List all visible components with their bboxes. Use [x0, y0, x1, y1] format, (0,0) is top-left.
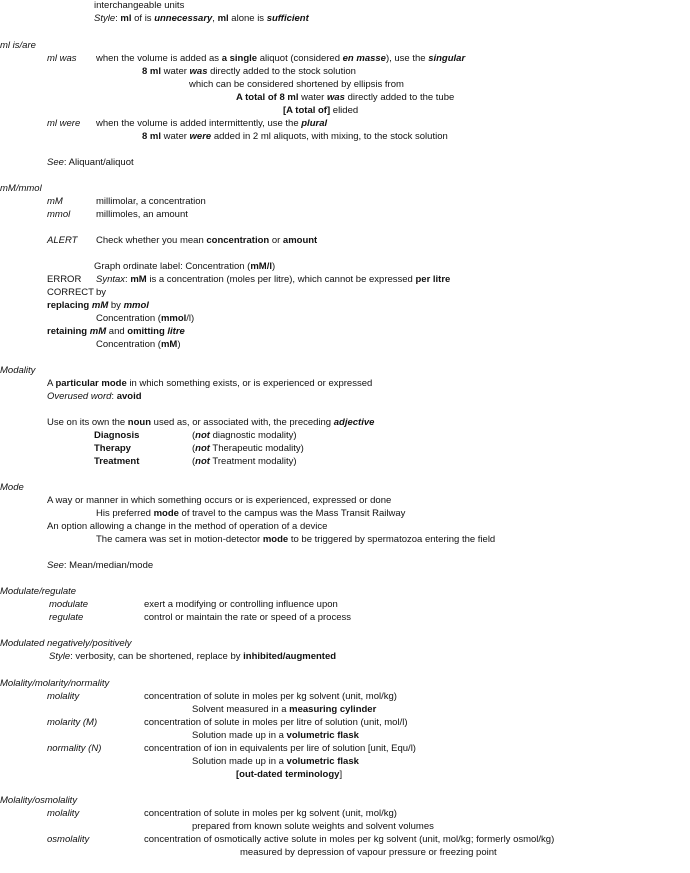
text-line: The camera was set in motion-detector mode to be triggered by spermatozoa entering the field: [96, 534, 496, 545]
text-line: concentration of solute in moles per kg solvent (unit, mol/kg): [144, 808, 397, 819]
text-line: A way or manner in which something occurs or is experienced, expressed or done: [47, 495, 392, 506]
text-line: ERROR: [47, 274, 82, 285]
text-line: Use on its own the noun used as, or associated with, the preceding adjective: [47, 417, 375, 428]
text-line: ml was: [47, 53, 77, 64]
entry-heading: Modulate/regulate: [0, 586, 77, 597]
text-line: retaining mM and omitting litre: [47, 326, 185, 337]
text-line: Therapy: [94, 443, 131, 454]
text-line: concentration of solute in moles per kg solvent (unit, mol/kg): [144, 691, 397, 702]
text-line: which can be considered shortened by ellipsis from: [189, 79, 404, 90]
text-line: by: [96, 287, 107, 298]
text-line: control or maintain the rate or speed of a process: [144, 612, 352, 623]
text-line: A total of 8 ml water was directly added to the tube: [236, 92, 455, 103]
text-line: osmolality: [47, 834, 90, 845]
text-line: molarity (M): [47, 717, 98, 728]
text-line: ml were: [47, 118, 81, 129]
text-line: See: Mean/median/mode: [47, 560, 154, 571]
text-line: replacing mM by mmol: [47, 300, 149, 311]
text-line: Concentration (mM): [96, 339, 181, 350]
text-line: measured by depression of vapour pressure or freezing point: [240, 847, 497, 858]
entry-heading: Modality: [0, 365, 36, 376]
text-line: concentration of ion in equivalents per lire of solution [unit, Equ/l): [144, 743, 416, 754]
text-line: ALERT: [47, 235, 78, 246]
text-line: millimolar, a concentration: [96, 196, 206, 207]
text-line: [A total of] elided: [283, 105, 359, 116]
text-line: 8 ml water was directly added to the stock solution: [142, 66, 356, 77]
text-line: Treatment: [94, 456, 140, 467]
text-line: An option allowing a change in the method of operation of a device: [47, 521, 328, 532]
text-line: prepared from known solute weights and solvent volumes: [192, 821, 434, 832]
text-line: Check whether you mean concentration or amount: [96, 235, 318, 246]
text-line: interchangeable units: [94, 0, 185, 11]
text-line: Style: verbosity, can be shortened, replace by inhibited/augmented: [49, 651, 337, 662]
text-line: exert a modifying or controlling influence upon: [144, 599, 338, 610]
text-line: (not Therapeutic modality): [192, 443, 304, 454]
text-line: concentration of solute in moles per litre of solution (unit, mol/l): [144, 717, 408, 728]
text-line: Syntax: mM is a concentration (moles per litre), which cannot be expressed per litre: [96, 274, 451, 285]
text-line: Diagnosis: [94, 430, 140, 441]
text-line: when the volume is added as a single aliquot (considered en masse), use the singular: [96, 53, 466, 64]
entry-heading: mM/mmol: [0, 183, 42, 194]
entry-heading: Molality/molarity/normality: [0, 678, 110, 689]
text-line: See: Aliquant/aliquot: [47, 157, 134, 168]
text-line: Style: ml of is unnecessary, ml alone is sufficient: [94, 13, 309, 24]
text-line: molality: [47, 691, 80, 702]
text-line: Concentration (mmol/l): [96, 313, 195, 324]
text-line: CORRECT: [47, 287, 94, 298]
text-line: (not Treatment modality): [192, 456, 297, 467]
text-line: [out-dated terminology]: [236, 769, 343, 780]
text-line: concentration of osmotically active solute in moles per kg solvent (unit, mol/kg; formerly osmol/kg): [144, 834, 555, 845]
entry-heading: ml is/are: [0, 40, 36, 51]
text-line: mM: [47, 196, 63, 207]
text-line: A particular mode in which something exists, or is experienced or expressed: [47, 378, 373, 389]
text-line: Solution made up in a volumetric flask: [192, 730, 359, 741]
text-line: Graph ordinate label: Concentration (mM/l): [94, 261, 276, 272]
entry-heading: Mode: [0, 482, 24, 493]
text-line: His preferred mode of travel to the campus was the Mass Transit Railway: [96, 508, 406, 519]
text-line: (not diagnostic modality): [192, 430, 297, 441]
text-line: modulate: [49, 599, 89, 610]
text-line: regulate: [49, 612, 84, 623]
text-line: molality: [47, 808, 80, 819]
text-line: millimoles, an amount: [96, 209, 188, 220]
entry-heading: Molality/osmolality: [0, 795, 78, 806]
entry-heading: Modulated negatively/positively: [0, 638, 132, 649]
text-line: normality (N): [47, 743, 102, 754]
text-line: when the volume is added intermittently, use the plural: [96, 118, 328, 129]
text-line: Solvent measured in a measuring cylinder: [192, 704, 377, 715]
text-line: Overused word: avoid: [47, 391, 142, 402]
text-line: Solution made up in a volumetric flask: [192, 756, 359, 767]
text-line: mmol: [47, 209, 71, 220]
text-line: 8 ml water were added in 2 ml aliquots, with mixing, to the stock solution: [142, 131, 448, 142]
